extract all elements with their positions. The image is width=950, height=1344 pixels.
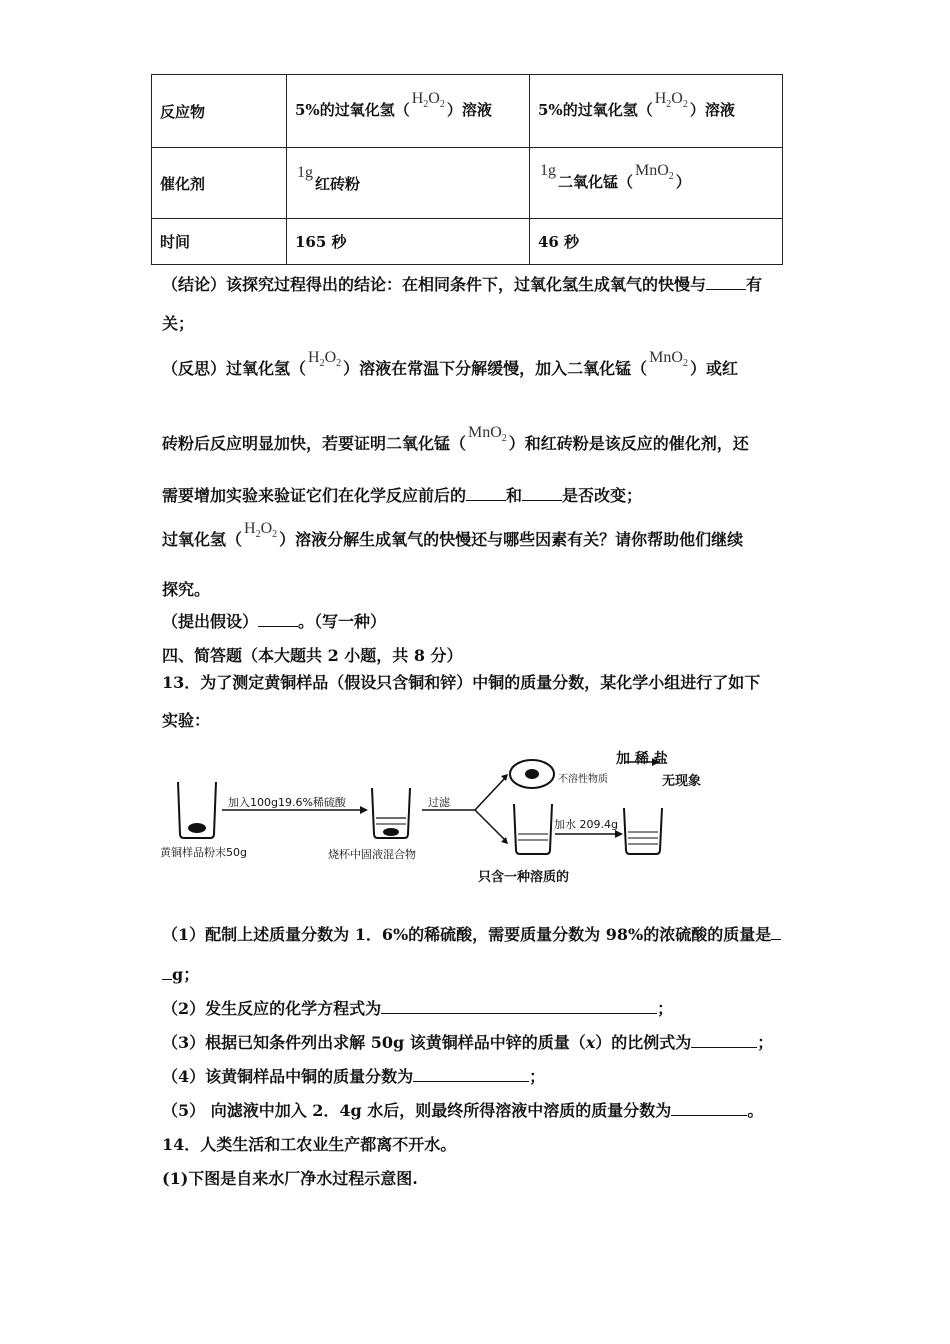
factor-line: 过氧化氢（$H_2O_2$ ）溶液分解生成氧气的快慢还与哪些因素有关？请你帮助他们继续	[162, 520, 744, 549]
reflection-line-3: 需要增加实验来验证它们在化学反应前后的 和 是否改变；	[162, 486, 643, 505]
add-dilute-label: 加 稀 盐	[616, 751, 668, 767]
sub-question-1: （1）配制上述质量分数为 1．6%的稀硫酸，需要质量分数为 98%的浓硫酸的质量是	[162, 922, 781, 945]
answer-blank[interactable]	[381, 999, 657, 1014]
sample-label: 黄铜样品粉末50g	[160, 846, 247, 859]
table-row	[152, 219, 783, 265]
answer-blank[interactable]	[466, 486, 506, 501]
mixture-label: 烧杯中固液混合物	[328, 848, 416, 861]
question-14: 14．人类生活和工农业生产都离不开水。	[162, 1135, 457, 1154]
conclusion-line-end: 关；	[162, 314, 195, 333]
sub-question-1-end: g；	[162, 962, 199, 985]
table-cell: 5%的过氧化氢（$H_2O_2$ ）溶液	[530, 75, 783, 148]
answer-blank[interactable]	[706, 275, 746, 290]
question-14-1: (1)下图是自来水厂净水过程示意图.	[162, 1169, 418, 1188]
answer-blank[interactable]	[413, 1067, 529, 1082]
answer-blank[interactable]	[522, 486, 562, 501]
factor-line-end: 探究。	[162, 580, 211, 599]
row-label: 反应物	[152, 75, 287, 148]
hypothesis-line: （提出假设） 。（写一种）	[162, 612, 387, 631]
row-label: 时间	[152, 219, 287, 265]
sub-question-5: （5） 向滤液中加入 2．4g 水后，则最终所得溶液中溶质的质量分数为 。	[162, 1101, 764, 1120]
h2o2-formula: $H_2O_2$	[654, 90, 688, 111]
table-row	[152, 148, 783, 219]
add-acid-label: 加入100g19.6%稀硫酸	[228, 796, 346, 809]
mno2-formula: MnO$_2$	[635, 162, 674, 183]
question-13: 13．为了测定黄铜样品（假设只含铜和锌）中铜的质量分数，某化学小组进行了如下	[162, 673, 761, 692]
add-water-label: 加水 209.4g	[554, 818, 618, 831]
sub-question-2: （2）发生反应的化学方程式为 ；	[162, 999, 674, 1018]
table-cell: 1g二氧化锰（MnO$_2$ ）	[530, 148, 783, 219]
answer-blank[interactable]	[162, 965, 172, 980]
answer-blank[interactable]	[671, 1101, 747, 1116]
one-solute-label: 只含一种溶质的	[478, 870, 570, 885]
question-13-end: 实验：	[162, 711, 211, 730]
insoluble-label: 不溶性物质	[558, 774, 608, 785]
answer-blank[interactable]	[258, 612, 298, 627]
table-cell: 165 秒	[287, 219, 530, 265]
conclusion-line: （结论）该探究过程得出的结论：在相同条件下，过氧化氢生成氧气的快慢与 有	[162, 275, 763, 294]
row-label: 催化剂	[152, 148, 287, 219]
experiment-diagram	[160, 748, 720, 888]
table-cell: 1g红砖粉	[287, 148, 530, 219]
reflection-line-1: （反思）过氧化氢（$H_2O_2$ ）溶液在常温下分解缓慢，加入二氧化锰（MnO$_2$ ）或红	[162, 349, 738, 378]
no-change-label: 无现象	[662, 774, 702, 789]
answer-blank[interactable]	[771, 925, 781, 940]
h2o2-formula: $H_2O_2$	[411, 90, 445, 111]
section-heading: 四、简答题（本大题共 2 小题，共 8 分）	[162, 646, 463, 665]
filter-label: 过滤	[428, 796, 450, 809]
table-row	[152, 75, 783, 148]
sub-question-3: （3）根据已知条件列出求解 50g 该黄铜样品中锌的质量（x）的比例式为 ；	[162, 1033, 774, 1052]
table-cell: 5%的过氧化氢（$H_2O_2$ ）溶液	[287, 75, 530, 148]
table-cell: 46 秒	[530, 219, 783, 265]
experiment-table	[151, 74, 783, 265]
reflection-line-2: 砖粉后反应明显加快，若要证明二氧化锰（MnO$_2$ ）和红砖粉是该反应的催化剂，还	[162, 424, 749, 453]
sub-question-4: （4）该黄铜样品中铜的质量分数为 ；	[162, 1067, 546, 1086]
answer-blank[interactable]	[691, 1033, 757, 1048]
